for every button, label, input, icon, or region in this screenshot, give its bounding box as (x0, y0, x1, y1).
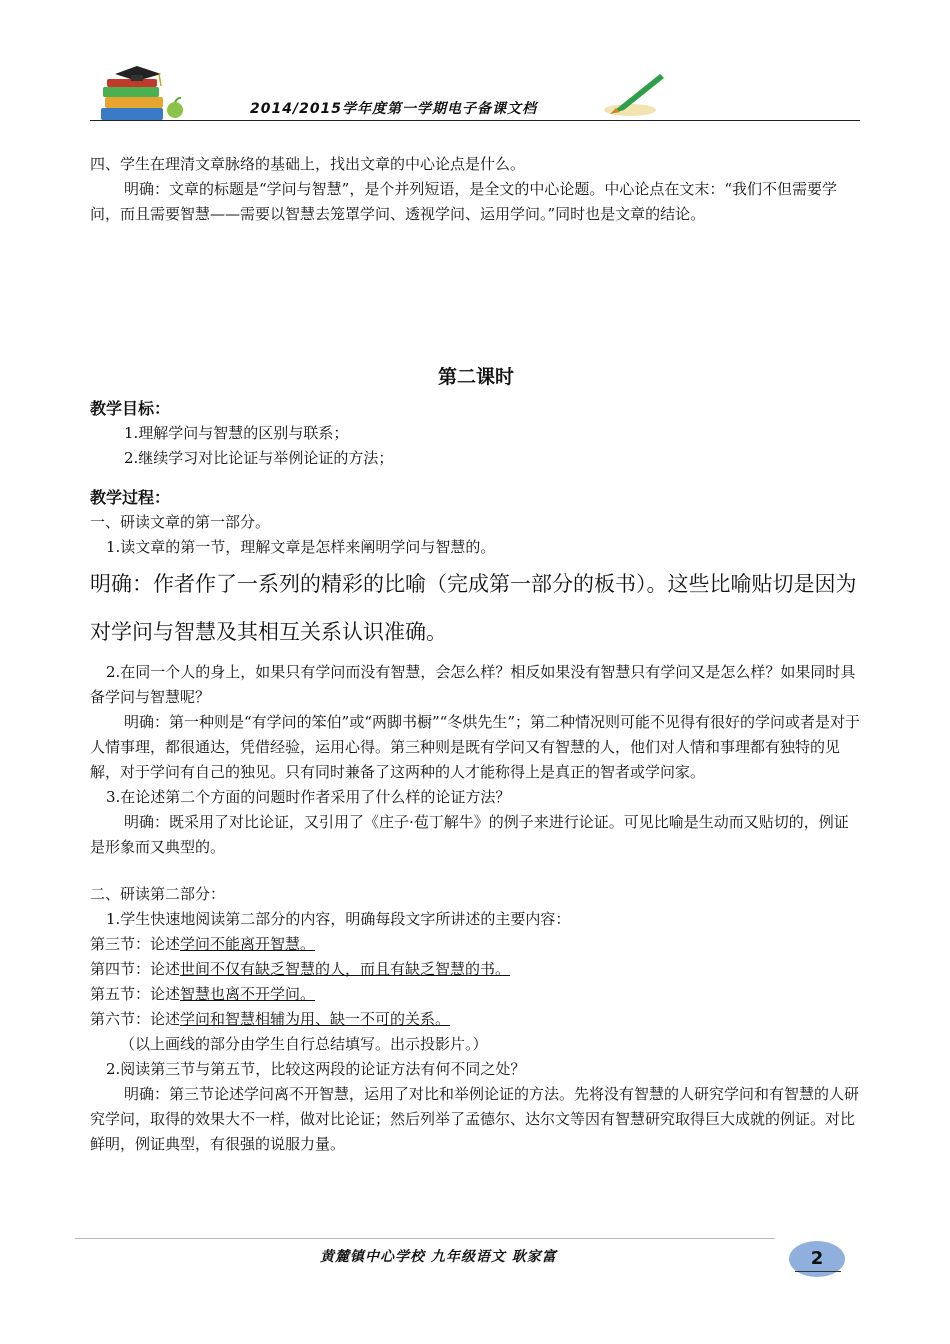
section-summary-text: 学问不能离开智慧。 (180, 935, 316, 953)
section-summary-label: 第四节：论述 (90, 960, 181, 978)
section-summary-label: 第六节：论述 (90, 1010, 181, 1028)
section-summary-row (90, 957, 862, 982)
section-summary-text: 学问和智慧相辅为用、缺一不可的关系。 (180, 1010, 451, 1028)
question-three-answer: 明确：既采用了对比论证，又引用了《庄子·苞丁解牛》的例子来进行论证。可见比喻是生动而又贴切的，例证是形象而又典型的。 (90, 813, 849, 856)
part-two-question-one: 1.学生快速地阅读第二部分的内容，明确每段文字所讲述的主要内容： (106, 910, 571, 928)
goal-item: 2.继续学习对比论证与举例论证的方法； (124, 449, 394, 467)
goals-heading: 教学目标： (90, 399, 171, 418)
page-header (90, 60, 860, 124)
part-one-title: 一、研读文章的第一部分。 (90, 513, 271, 531)
section-summary-text: 世间不仅有缺乏智慧的人，而且有缺乏智慧的书。 (180, 960, 511, 978)
section-summary-label: 第五节：论述 (90, 985, 181, 1003)
underline-note: （以上画线的部分由学生自行总结填写。出示投影片。） (120, 1035, 488, 1053)
question-one-answer: 明确：作者作了一系列的精彩的比喻（完成第一部分的板书）。这些比喻贴切是因为对学问与智慧及其相互关系认识准确。 (90, 572, 857, 644)
part-two-title: 二、研读第二部分： (90, 885, 226, 903)
goal-item: 1.理解学问与智慧的区别与联系； (124, 424, 349, 442)
footer-divider (75, 1238, 775, 1239)
part-two-question-two-answer: 明确：第三节论述学问离不开智慧，运用了对比和举例论证的方法。先将没有智慧的人研究学问和有智慧的人研究学问，取得的效果大不一样，做对比论证；然后列举了孟德尔、达尔文等因有智慧研究取得巨大成就的例证。对比鲜明，例证典型，有很强的说服力量。 (90, 1085, 860, 1153)
pen-icon (600, 70, 670, 120)
question-one: 1.读文章的第一节，理解文章是怎样来阐明学问与智慧的。 (106, 538, 496, 556)
header-title: 2014/2015学年度第一学期电子备课文档 (250, 101, 538, 117)
page-number: 2 (789, 1241, 845, 1277)
books-graduation-cap-icon (95, 66, 190, 124)
section-summary-row (90, 982, 862, 1007)
lesson-title: 第二课时 (437, 366, 514, 388)
document-body (90, 152, 862, 1157)
header-divider (90, 120, 860, 121)
section-summary-label: 第三节：论述 (90, 935, 181, 953)
process-heading: 教学过程： (90, 488, 171, 507)
section-summary-text: 智慧也离不开学问。 (180, 985, 316, 1003)
question-three: 3.在论述第二个方面的问题时作者采用了什么样的论证方法？ (106, 788, 511, 806)
section-four-title: 四、学生在理清文章脉络的基础上，找出文章的中心论点是什么。 (90, 155, 526, 173)
question-two: 2.在同一个人的身上，如果只有学问而没有智慧，会怎么样？相反如果没有智慧只有学问又是怎么样？如果同时具备学问与智慧呢？ (90, 663, 856, 706)
section-summary-row (90, 1007, 862, 1032)
footer-text: 黄麓镇中心学校 九年级语文 耿家富 (320, 1249, 557, 1265)
section-four-answer: 明确：文章的标题是“学问与智慧”，是个并列短语，是全文的中心论题。中心论点在文末：“我们不但需要学问，而且需要智慧——需要以智慧去笼罩学问、透视学问、运用学问。”同时也是文章的结论。 (90, 180, 838, 223)
page-number-underline (795, 1271, 841, 1272)
question-two-answer: 明确：第一种则是“有学问的笨伯”或“两脚书橱”“冬烘先生”；第二种情况则可能不见得有很好的学问或者是对于人情事理，都很通达，凭借经验，运用心得。第三种则是既有学问又有智慧的人，他们对人情和事理都有独特的见解，对于学问有自己的独见。只有同时兼备了这两种的人才能称得上是真正的智者或学问家。 (90, 713, 861, 781)
part-two-question-two: 2.阅读第三节与第五节，比较这两段的论证方法有何不同之处？ (106, 1060, 526, 1078)
section-summary-row (90, 932, 862, 957)
